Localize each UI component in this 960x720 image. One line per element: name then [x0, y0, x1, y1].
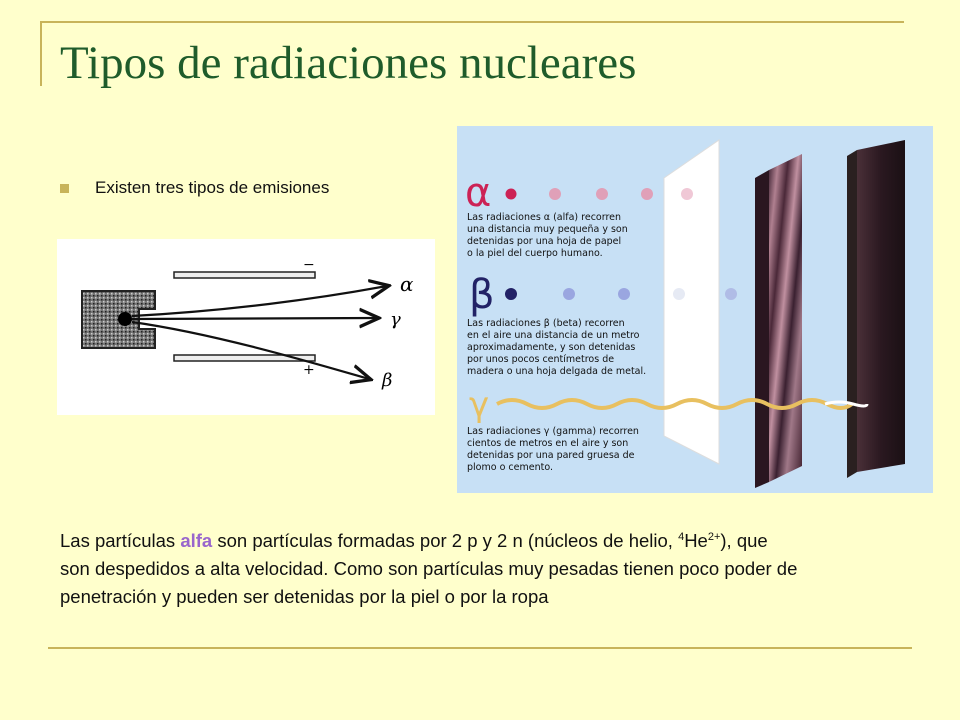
- svg-text:aproximadamente, y son detenid: aproximadamente, y son detenidas: [467, 342, 636, 353]
- bullet-square-icon: [60, 184, 69, 193]
- lead-slab-side: [847, 150, 857, 478]
- para-part2: son partículas formadas por 2 p y 2 n (núcleos de helio,: [212, 530, 679, 551]
- description-paragraph: [60, 527, 800, 611]
- deflection-diagram: [57, 239, 435, 415]
- svg-text:cientos de metros en el aire y: cientos de metros en el aire y son: [467, 438, 629, 449]
- svg-text:una distancia muy pequeña y so: una distancia muy pequeña y son: [467, 224, 628, 235]
- alpha-track: [132, 286, 387, 316]
- svg-text:por unos pocos centímetros de: por unos pocos centímetros de: [467, 354, 615, 365]
- svg-text:o la piel del cuerpo humano.: o la piel del cuerpo humano.: [467, 248, 603, 259]
- wood-slab-side: [755, 170, 769, 488]
- svg-text:plomo o cemento.: plomo o cemento.: [467, 462, 553, 473]
- paper-sheet: [664, 140, 719, 464]
- highlight-alfa: alfa: [180, 530, 213, 551]
- beta-caption: [467, 318, 646, 377]
- svg-text:en el aire una distancia de un: en el aire una distancia de un metro: [467, 330, 640, 341]
- minus-sign: −: [303, 257, 315, 273]
- left-rule: [40, 21, 42, 86]
- svg-text:Las radiaciones α (alfa) recor: Las radiaciones α (alfa) recorren: [467, 212, 622, 223]
- ion-charge: 2+: [707, 530, 721, 543]
- svg-text:madera o una hoja delgada de m: madera o una hoja delgada de metal.: [467, 366, 647, 377]
- element-symbol: He: [684, 530, 708, 551]
- penetration-diagram: [457, 126, 933, 493]
- para-part3: ), que son despedidos a alta velocidad. Como son partículas muy pesadas tienen poco poder de penetración y pueden ser detenidas por la piel o por la ropa: [60, 530, 798, 607]
- gamma-label: γ: [390, 309, 401, 330]
- alpha-caption: [467, 212, 628, 259]
- plus-sign: +: [303, 362, 315, 378]
- beta-track: [132, 322, 369, 379]
- alpha-symbol: α: [465, 170, 492, 216]
- para-part1: Las partículas: [60, 530, 181, 551]
- bullet-text: Existen tres tipos de emisiones: [95, 178, 330, 197]
- svg-text:detenidas por una hoja de pape: detenidas por una hoja de papel: [467, 236, 622, 247]
- lead-slab: [857, 140, 905, 472]
- svg-text:Las radiaciones β (beta) recor: Las radiaciones β (beta) recorren: [467, 318, 625, 329]
- svg-text:detenidas por una pared gruesa: detenidas por una pared gruesa de: [467, 450, 635, 461]
- slide-title: Tipos de radiaciones nucleares: [60, 37, 637, 89]
- svg-text:Las radiaciones γ (gamma) reco: Las radiaciones γ (gamma) recorren: [467, 426, 639, 437]
- gamma-caption: [467, 426, 639, 473]
- gamma-track: [132, 318, 377, 319]
- negative-plate: [174, 272, 315, 278]
- top-rule: [40, 21, 904, 23]
- alpha-label: α: [400, 272, 414, 296]
- wood-slab: [769, 154, 802, 482]
- beta-label: β: [382, 370, 393, 391]
- bottom-rule: [48, 647, 912, 649]
- mass-number: 4: [678, 530, 685, 543]
- beta-symbol: β: [469, 272, 495, 318]
- gamma-symbol: γ: [469, 385, 490, 425]
- bullet-item: [60, 178, 329, 198]
